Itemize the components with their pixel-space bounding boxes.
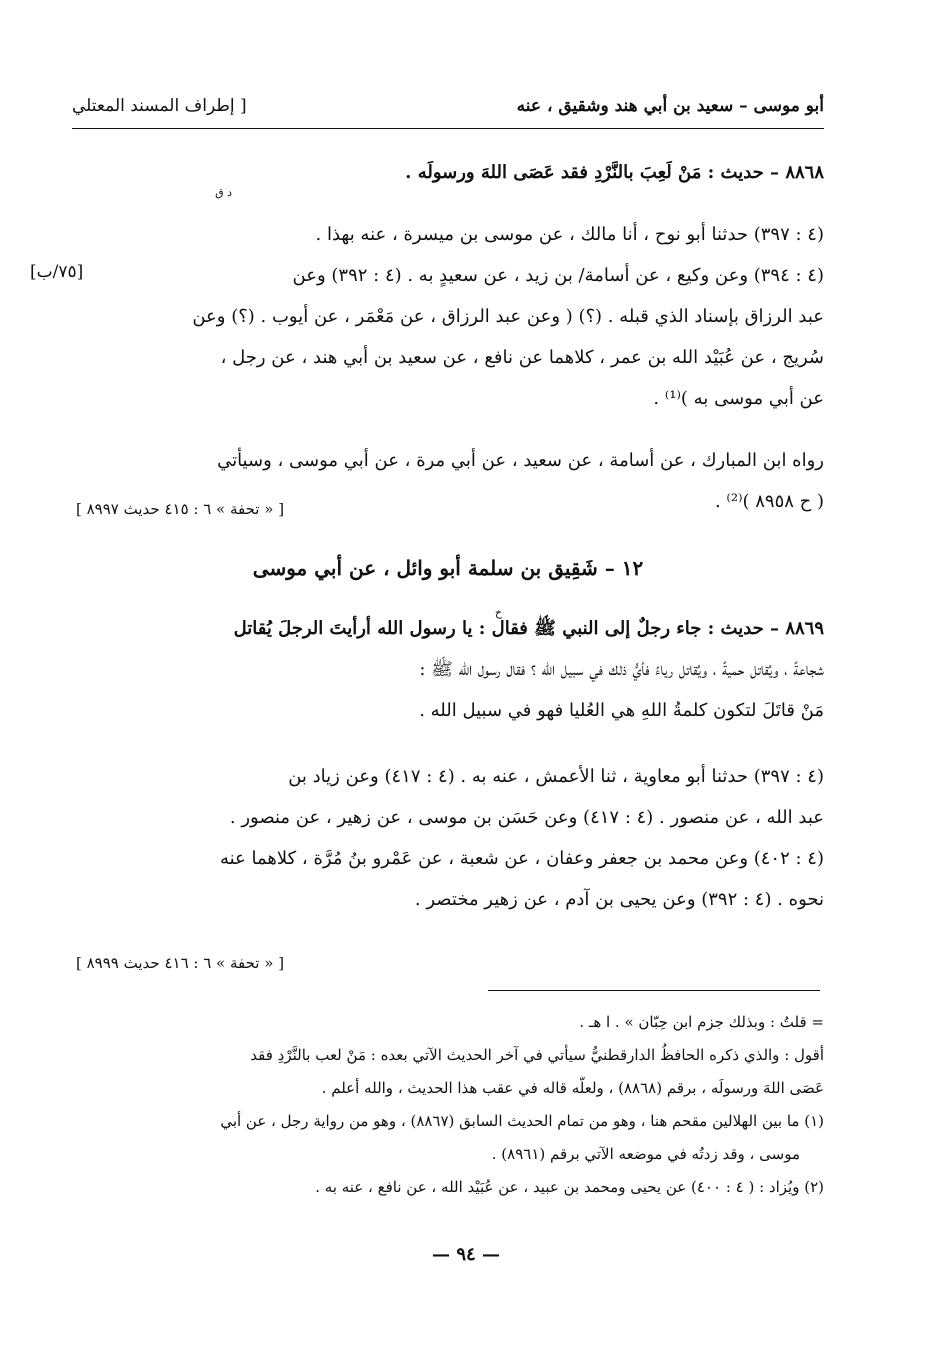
hadith-8869-sigla: خ bbox=[494, 606, 502, 619]
header-book-title: [ إطراف المسند المعتلي bbox=[72, 96, 247, 116]
header-chapter-title: أبو موسى – سعيد بن أبي هند وشقيق ، عنه bbox=[516, 96, 824, 116]
hadith-8869-isnad bbox=[72, 756, 824, 920]
footnote-note-line: عَصَى اللهَ ورسولَه ، برقم (٨٨٦٨) ، ولعلّه قاله في عقب هذا الحديث ، والله أعلم . bbox=[321, 1079, 824, 1097]
hadith-8869-tuhfa-ref: [ « تحفة » ٦ : ٤١٦ حديث ٨٩٩٩ ] bbox=[76, 954, 285, 972]
isnad-line: عبد الرزاق بإسناد الذي قبله . (؟) ( وعن عبد الرزاق ، عن مَعْمَر ، عن أيوب . (؟) وعن bbox=[192, 306, 824, 327]
isnad-line: (٤ : ٣٩٤) وعن وكيع ، عن أسامة/ بن زيد ، عن سعيدٍ به . (٤ : ٣٩٢) وعن bbox=[292, 265, 824, 286]
footnote-1: (١) ما بين الهلالين مقحم هنا ، وهو من تمام الحديث السابق (٨٨٦٧) ، وهو من رواية رجل ، عن أبي bbox=[220, 1112, 824, 1130]
matn-line: ٨٨٦٩ – حديث : جاء رجلٌ إلى النبي ﷺ فقال : يا رسول الله أرأيتَ الرجلَ يُقاتل bbox=[233, 618, 824, 639]
footnote-note-line: أقول : والذي ذكره الحافظُ الدارقطنيُّ سيأتي في آخر الحديث الآتي بعده : مَنْ لعب بالنَّرْدِ فقد bbox=[250, 1046, 824, 1064]
isnad-line: عبد الله ، عن منصور . (٤ : ٤١٧) وعن حَسَن بن موسى ، عن زهير ، عن منصور . bbox=[229, 807, 824, 828]
isnad-line: نحوه . (٤ : ٣٩٢) وعن يحيى بن آدم ، عن زهير مختصر . bbox=[414, 889, 824, 910]
footnotes bbox=[72, 1006, 824, 1204]
margin-folio-note: [٧٥/ب] bbox=[30, 262, 84, 282]
isnad-line: عن أبي موسى به )⁽¹⁾ . bbox=[653, 388, 824, 409]
page-number: — ٩٤ — bbox=[432, 1244, 500, 1265]
matn-line: شجاعةً ، ويُقاتل حميةً ، ويُقاتل رياءً فأيُّ ذلك في سبيل الله ؟ فقال رسول الله ﷺ : bbox=[419, 659, 824, 680]
riwaya-line: ( ح ٨٩٥٨ )⁽²⁾ . bbox=[714, 491, 824, 512]
footnote-1-cont: موسى ، وقد زدتُه في موضعه الآتي برقم (٨٩٦١) . bbox=[491, 1145, 800, 1163]
header-rule bbox=[72, 128, 824, 129]
hadith-8868-matn bbox=[72, 152, 824, 193]
isnad-line: (٤ : ٣٩٧) حدثنا أبو نوح ، أنا مالك ، عن موسى بن ميسرة ، عنه بهذا . bbox=[315, 224, 824, 245]
isnad-line: (٤ : ٤٠٢) وعن محمد بن جعفر وعفان ، عن شعبة ، عن عَمْرو بنُ مُرَّة ، كلاهما عنه bbox=[219, 848, 824, 869]
footnote-rule bbox=[488, 990, 820, 991]
hadith-8868-isnad bbox=[72, 214, 824, 419]
section-title: ١٢ – شَقِيق بن سلمة أبو وائل ، عن أبي موسى bbox=[252, 556, 644, 580]
matn-line: مَنْ قاتَلَ لتكون كلمةُ اللهِ هي العُليا فهو في سبيل الله . bbox=[419, 700, 824, 721]
footnote-continued: = قلتُ : وبذلك جزم ابن حِبّان » . ا هـ . bbox=[579, 1013, 824, 1031]
hadith-8868-tuhfa-ref: [ « تحفة » ٦ : ٤١٥ حديث ٨٩٩٧ ] bbox=[76, 500, 285, 518]
footnote-2: (٢) ويُزاد : ( ٤ : ٤٠٠) عن يحيى ومحمد بن عبيد ، عن عُبَيْد الله ، عن نافع ، عنه به . bbox=[315, 1178, 824, 1196]
hadith-8868-text: ٨٨٦٨ – حديث : مَنْ لَعِبَ بالنَّرْدِ فقد عَصَى اللهَ ورسولَه . bbox=[405, 162, 824, 183]
hadith-8869-matn bbox=[72, 608, 824, 731]
running-header bbox=[72, 96, 824, 126]
riwaya-line: رواه ابن المبارك ، عن أسامة ، عن سعيد ، عن أبي مرة ، عن أبي موسى ، وسيأتي bbox=[217, 450, 824, 471]
hadith-8868-sigla: د ق bbox=[215, 186, 232, 199]
isnad-line: سُريج ، عن عُبَيْد الله بن عمر ، كلاهما عن نافع ، عن سعيد بن أبي هند ، عن رجل ، bbox=[220, 347, 824, 368]
isnad-line: (٤ : ٣٩٧) حدثنا أبو معاوية ، ثنا الأعمش ، عنه به . (٤ : ٤١٧) وعن زياد بن bbox=[288, 766, 824, 787]
